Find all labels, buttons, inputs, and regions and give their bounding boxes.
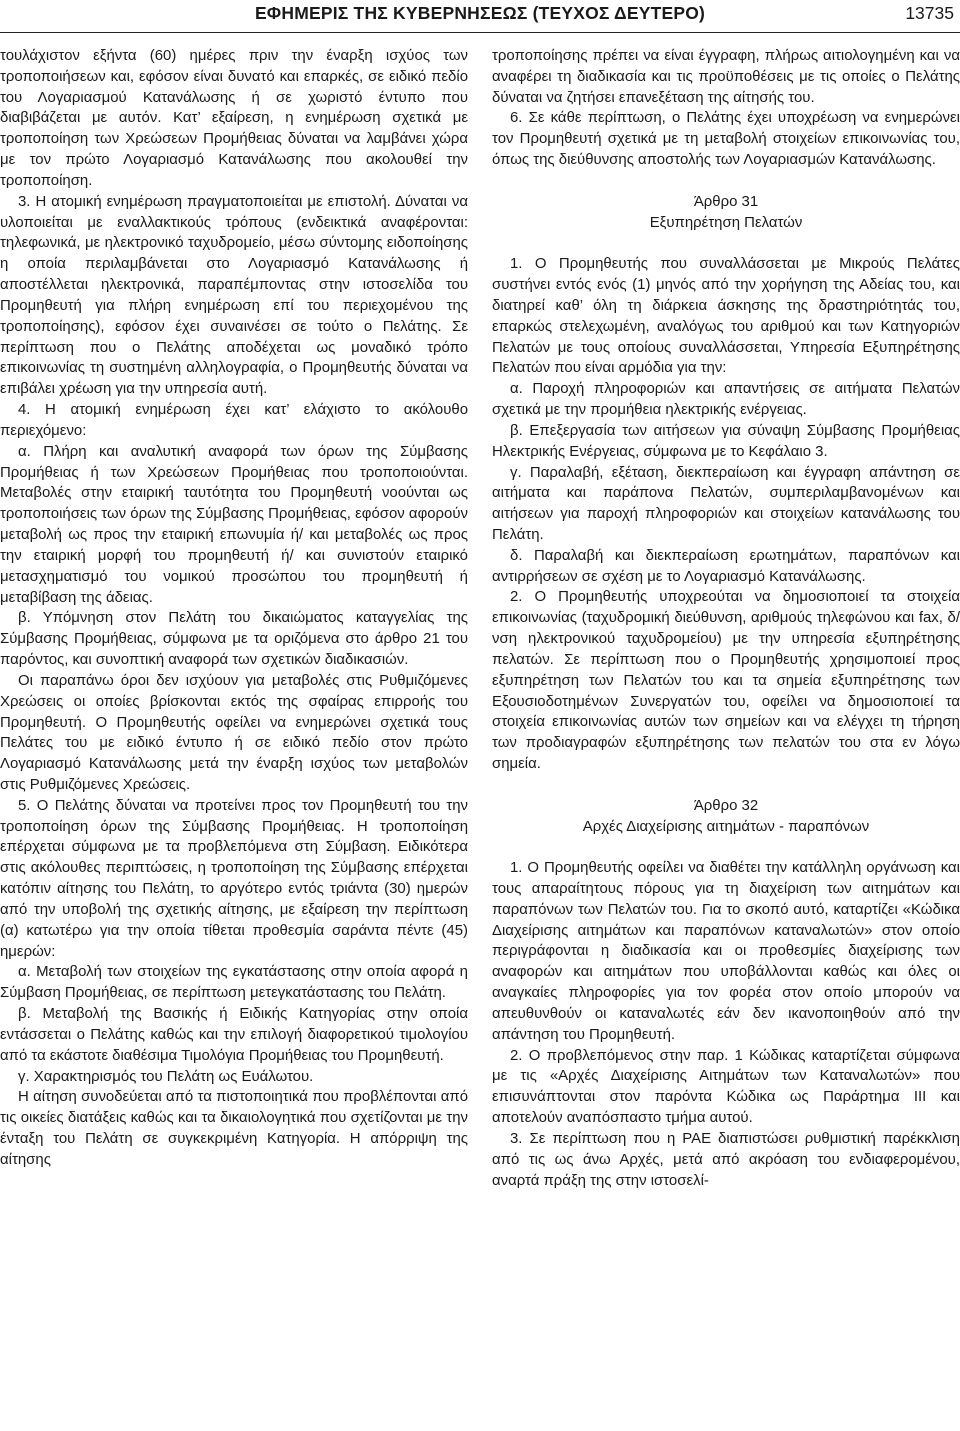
page-number: 13735 (905, 3, 954, 23)
paragraph: α. Πλήρη και αναλυτική αναφορά των όρων της Σύμβασης Προμήθειας ή των Χρεώσεων Προμήθειας που τροποποιούνται. Μεταβολές στην εταιρική ταυτότητα του Προμηθευτή νοούνται ως τροποποιήσεις των όρων της Σύμβασης Προμήθειας, εφόσον αφορούν μεταβολή ως προς την εταιρική επωνυμία ή/ και μεταβολές ως προς την εταιρική μορφή του προμηθευτή ή/ και συνιστούν εταιρικό μετασχηματισμό του νομικού προσώπου του προμηθευτή ή μεταβίβαση της άδειας. (0, 442, 468, 606)
spacer (492, 775, 960, 796)
paragraph: 6. Σε κάθε περίπτωση, ο Πελάτης έχει υποχρέωση να ενημερώνει τον Προμηθευτή σχετικά με τη μεταβολή στοιχείων επικοινωνίας του, όπως της διεύθυνσης αποστολής των Λογαριασμών Κατανάλωσης. (492, 109, 960, 169)
paragraph: Οι παραπάνω όροι δεν ισχύουν για μεταβολές στις Ρυθμιζόμενες Χρεώσεις οι οποίες βρίσκονται εκτός της σφαίρας επιρροής του Προμηθευτή. Ο Προμηθευτής οφείλει να ενημερώνει σχετικά τους Πελάτες του με ειδικό έντυπο ή σε ειδικό πεδίο στον πρώτο Λογαριασμό Κατανάλωσης μετά την έναρξη ισχύος των μεταβολών στις Ρυθμιζόμενες Χρεώσεις. (0, 671, 468, 793)
paragraph: γ. Χαρακτηρισμός του Πελάτη ως Ευάλωτου. (18, 1067, 314, 1085)
paragraph: α. Μεταβολή των στοιχείων της εγκατάστασης στην οποία αφορά η Σύμβαση Προμήθειας, σε περίπτωση μετεγκατάστασης του Πελάτη. (0, 963, 468, 1002)
article-32-title: Αρχές Διαχείρισης αιτημάτων - παραπόνων (582, 817, 870, 835)
left-column (0, 46, 468, 1171)
paragraph: 3. Η ατομική ενημέρωση πραγματοποιείται με επιστολή. Δύναται να υλοποιείται με εναλλακτικούς τρόπους (ενδεικτικά αναφέρονται: τηλεφωνικά, με ηλεκτρονικό ταχυδρομείο, μέσω σύντομης ειδοποίησης η οποία περιλαμβάνεται στο Λογαριασμό Κατανάλωσης ή αποστέλλεται ηλεκτρονικά, παραπέμποντας στην ιστοσελίδα του Προμηθευτή για πλήρη ενημέρωση επί του περιεχομένου της τροποποίησης), εφόσον έχει συναινέσει σε τούτο ο Πελάτης. Σε περίπτωση που ο Πελάτης αποδέχεται ως μοναδικό τρόπο επικοινωνίας τη συστημένη αλληλογραφία, ο Προμηθευτής δύναται να επιβάλει χρέωση για την υπηρεσία αυτή. (0, 192, 468, 398)
paragraph: τουλάχιστον εξήντα (60) ημέρες πριν την έναρξη ισχύος των τροποποιήσεων και, εφόσον είναι δυνατό και επαρκές, σε ειδικό πεδίο του Λογαριασμού Κατανάλωσης ή σε χωριστό έντυπο που διαβιβάζεται με αυτόν. Κατ’ εξαίρεση, η ενημέρωση σχετικά με τροποποίηση των Χρεώσεων Προμήθειας δύναται να λαμβάνει χώρα με τον πρώτο Λογαριασμό Κατανάλωσης που ακολουθεί την τροποποίηση. (0, 47, 468, 189)
paragraph: 2. Ο Προμηθευτής υποχρεούται να δημοσιοποιεί τα στοιχεία επικοινωνίας (ταχυδρομική διεύθυνση, αριθμούς τηλεφώνου και fax, δ/νση ηλεκτρονικού ταχυδρομείου) με την υπηρεσία εξυπηρέτησης πελατών. Σε περίπτωση που ο Προμηθευτής χρησιμοποιεί προς εξυπηρέτηση των Πελατών του και τα σημεία εξυπηρέτησης των Εξουσιοδοτημένων Συνεργατών του, οφείλει να δημοσιοποιεί τα στοιχεία επικοινωνίας αυτών των σημείων και να ελέγχει τη τήρηση των προδιαγραφών εξυπηρέτησης των πελατών του στα εν λόγω σημεία. (492, 588, 960, 773)
article-31-number: Άρθρο 31 (693, 192, 759, 210)
header-rule (0, 32, 960, 33)
paragraph: τροποποίησης πρέπει να είναι έγγραφη, πλήρως αιτιολογημένη και να αναφέρει τη διαδικασία και τις προϋποθέσεις με τις οποίες ο Πελάτης δύναται να ζητήσει επανεξέταση της αίτησής του. (492, 47, 960, 106)
paragraph: 5. Ο Πελάτης δύναται να προτείνει προς τον Προμηθευτή του την τροποποίηση όρων της Σύμβασης Προμήθειας. Η τροποποίηση επέρχεται σύμφωνα με τα προβλεπόμενα στη Σύμβαση. Ειδικότερα στις ακόλουθες περιπτώσεις, η τροποποίηση της Σύμβασης επέρχεται κατόπιν αίτησης του Πελάτη, το αργότερο εντός τριάντα (30) ημερών από την υποβολή της σχετικής αίτησης, με εξαίρεση την περίπτωση (α) κατωτέρω για την οποία τίθεται προθεσμία σαράντα πέντε (45) ημερών: (0, 796, 468, 960)
paragraph: 1. Ο Προμηθευτής οφείλει να διαθέτει την κατάλληλη οργάνωση και τους απαραίτητους πόρους για τη διαχείριση των αιτημάτων και παραπόνων των Πελατών του. Για το σκοπό αυτό, καταρτίζει «Κώδικα Διαχείρισης αιτημάτων και παραπόνων καταναλωτών» στον οποίο περιγράφονται η διαδικασία και οι προθεσμίες διαχείρισης των αναφορών και αιτημάτων που υποβάλλονται καθώς και όλες οι αναγκαίες πληροφορίες για τον φορέα στον οποίο μπορούν να απευθυνθούν οι καταναλωτές εάν δεν ικανοποιηθούν από την απάντηση του Προμηθευτή. (492, 859, 960, 1043)
article-32-number: Άρθρο 32 (693, 796, 759, 814)
right-column (492, 46, 960, 1191)
spacer (492, 837, 960, 858)
paragraph: β. Μεταβολή της Βασικής ή Ειδικής Κατηγορίας στην οποία εντάσσεται ο Πελάτης καθώς και την επιλογή διαφορετικού τιμολογίου από τα εκάστοτε διαθέσιμα Τιμολόγια Προμήθειας του Προμηθευτή. (0, 1005, 468, 1064)
spacer (492, 233, 960, 254)
paragraph: 3. Σε περίπτωση που η ΡΑΕ διαπιστώσει ρυθμιστική παρέκκλιση από τις ως άνω Αρχές, μετά από ακρόαση του ενδιαφερομένου, αναρτά πράξη της στην ιστοσελί- (492, 1129, 960, 1189)
spacer (492, 171, 960, 192)
paragraph: Η αίτηση συνοδεύεται από τα πιστοποιητικά που προβλέπονται από τις οικείες διατάξεις καθώς και τα δικαιολογητικά που σχετίζονται με την ένταξη του Πελάτη σε συγκεκριμένη Κατηγορία. Η απόρριψη της αίτησης (0, 1088, 468, 1168)
paragraph: 2. Ο προβλεπόμενος στην παρ. 1 Κώδικας καταρτίζεται σύμφωνα με τις «Αρχές Διαχείρισης Αιτημάτων των Καταναλωτών» που επισυνάπτονται στον παρόντα Κώδικα ως Παράρτημα ΙΙΙ και αποτελούν αναπόσπαστο τμήμα αυτού. (492, 1046, 960, 1127)
article-31-title: Εξυπηρέτηση Πελατών (649, 213, 803, 231)
paragraph: 4. Η ατομική ενημέρωση έχει κατ’ ελάχιστο το ακόλουθο περιεχόμενο: (0, 401, 468, 439)
gazette-title: ΕΦΗΜΕΡΙΣ ΤΗΣ ΚΥΒΕΡΝΗΣΕΩΣ (ΤΕΥΧΟΣ ΔΕΥΤΕΡΟ) (254, 3, 706, 23)
paragraph: δ. Παραλαβή και διεκπεραίωση ερωτημάτων, παραπόνων και αντιρρήσεων σε σχέση με το Λογαριασμό Κατανάλωσης. (492, 546, 960, 585)
page-header (0, 0, 960, 34)
paragraph: γ. Παραλαβή, εξέταση, διεκπεραίωση και έγγραφη απάντηση σε αιτήματα και παράπονα Πελατών, συμπεριλαμβανομένων και αιτήσεων για παροχή πληροφοριών και στοιχείων κατανάλωσης του Πελάτη. (492, 463, 960, 543)
paragraph: α. Παροχή πληροφοριών και απαντήσεις σε αιτήματα Πελατών σχετικά με την προμήθεια ηλεκτρικής ενέργειας. (492, 380, 960, 419)
paragraph: 1. Ο Προμηθευτής που συναλλάσσεται με Μικρούς Πελάτες συστήνει εντός ενός (1) μηνός από την χορήγηση της Αδείας του, και διατηρεί καθ’ όλη τη διάρκεια άσκησης της δραστηριότητάς του, επαρκώς στελεχωμένη, αναλόγως του αριθμού και των Κατηγοριών Πελατών με τους οποίους συναλλάσσεται, Υπηρεσία Εξυπηρέτησης Πελατών που είναι αρμόδια για την: (492, 255, 960, 377)
paragraph: β. Υπόμνηση στον Πελάτη του δικαιώματος καταγγελίας της Σύμβασης Προμήθειας, σύμφωνα με τα οριζόμενα στο άρθρο 21 του παρόντος, και συνοπτική αναφορά των σχετικών διαδικασιών. (0, 609, 468, 669)
paragraph: β. Επεξεργασία των αιτήσεων για σύναψη Σύμβασης Προμήθειας Ηλεκτρικής Ενέργειας, σύμφωνα με το Κεφάλαιο 3. (492, 421, 960, 460)
